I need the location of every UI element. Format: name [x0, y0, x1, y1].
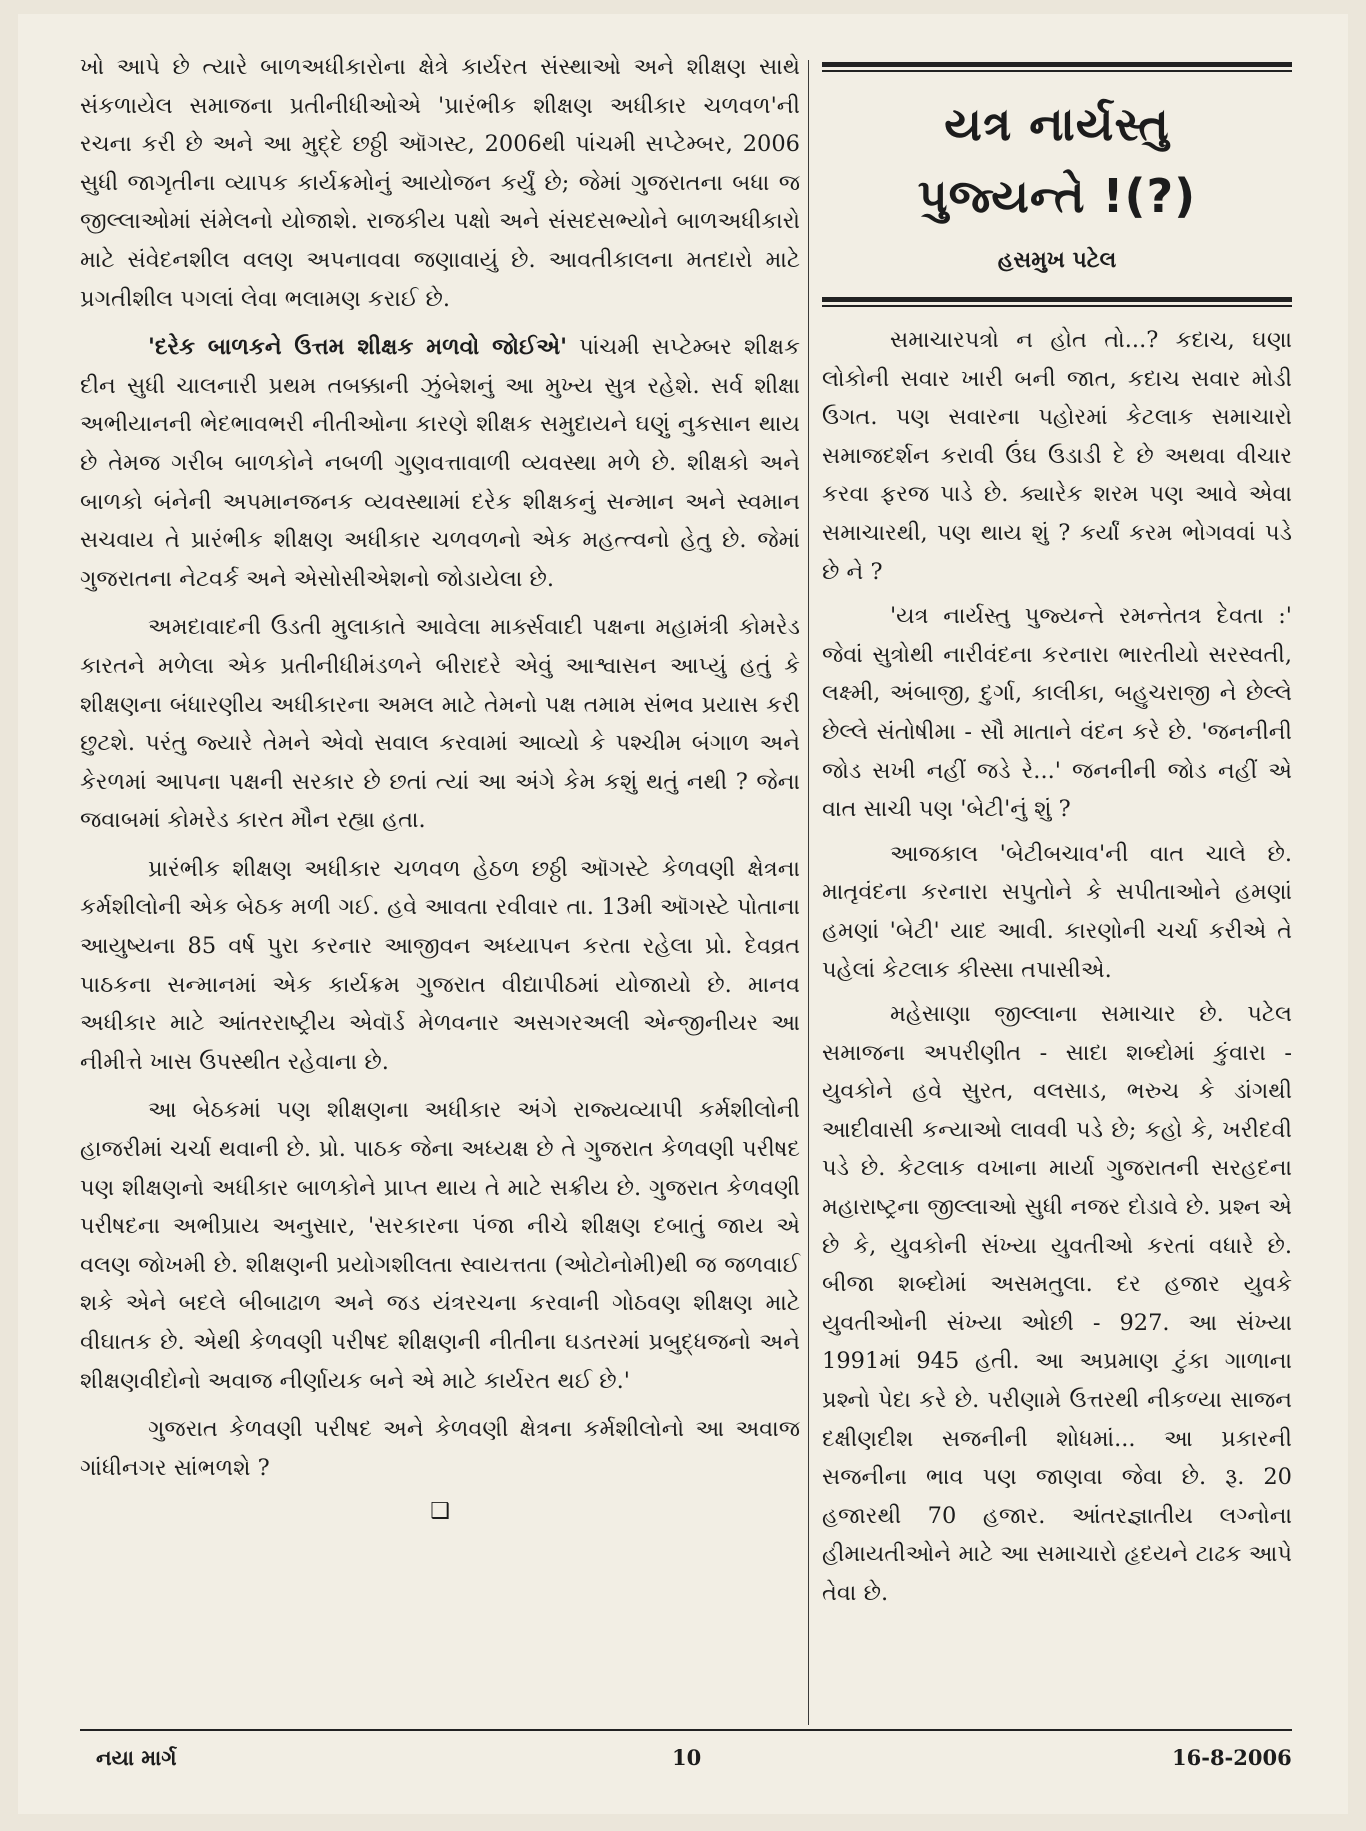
- left-paragraph-4: પ્રારંભીક શીક્ષણ અધીકાર ચળવળ હેઠળ છઠ્ઠી ઑગસ્ટે કેળવણી ક્ષેત્રના કર્મશીલોની એક બેઠક મળી ગઈ. હવે આવતા રવીવાર તા. 13મી ઑગસ્ટે પોતાના આયુષ્યના 85 વર્ષ પુરા કરનાર આજીવન અધ્યાપન કરતા રહેલા પ્રો. દેવવ્રત પાઠકના સન્માનમાં એક કાર્યક્રમ ગુજરાત વીદ્યાપીઠમાં યોજાયો છે. માનવ અધીકાર માટે આંતરરાષ્ટ્રીય એવૉર્ડ મેળવનાર અસગરઅલી એન્જીનીયર આ નીમીત્તે ખાસ ઉપસ્થીત રહેવાના છે.: [80, 855, 800, 1075]
- left-column: [80, 48, 800, 1532]
- right-paragraph-1: સમાચારપત્રો ન હોત તો...? કદાચ, ઘણા લોકોની સવાર ખારી બની જાત, કદાચ સવાર મોડી ઉગત. પણ સવારના પહોરમાં કેટલાક સમાચારો સમાજદર્શન કરાવી ઉંઘ ઉડાડી દે છે અથવા વીચાર કરવા ફરજ પાડે છે. ક્યારેક શરમ પણ આવે એવા સમાચારથી, પણ થાય શું ? કર્યાં કરમ ભોગવવાં પડે છે ને ?: [822, 327, 1292, 585]
- article-headline: [822, 88, 1292, 232]
- right-article-body: [822, 321, 1292, 1613]
- slogan-text: 'દરેક બાળકને ઉત્તમ શીક્ષક મળવો જોઈએ': [148, 334, 568, 361]
- left-paragraph-3: અમદાવાદની ઉડતી મુલાકાતે આવેલા માર્ક્સવાદી પક્ષના મહામંત્રી કોમરેડ કારતને મળેલા એક પ્રતીનીધીમંડળને બીરાદરે એવું આશ્વાસન આપ્યું હતું કે શીક્ષણના બંધારણીય અધીકારના અમલ માટે તેમનો પક્ષ તમામ સંભવ પ્રયાસ કરી છુટશે. પરંતુ જ્યારે તેમને એવો સવાલ કરવામાં આવ્યો કે પશ્ચીમ બંગાળ અને કેરળમાં આપના પક્ષની સરકાર છે છતાં ત્યાં આ અંગે કેમ કશું થતું નથી ? જેના જવાબમાં કોમરેડ કારત મૌન રહ્યા હતા.: [80, 614, 800, 834]
- headline-bottom-rule-thin: [822, 305, 1292, 307]
- left-paragraph-2-body: પાંચમી સપ્ટેમ્બર શીક્ષક દીન સુધી ચાલનારી પ્રથમ તબક્કાની ઝુંબેશનું આ મુખ્ય સુત્ર રહેશે. સર્વ શીક્ષા અભીયાનની ભેદભાવભરી નીતીઓના કારણે શીક્ષક સમુદાયને ઘણું નુકસાન થાય છે તેમજ ગરીબ બાળકોને નબળી ગુણવત્તાવાળી વ્યવસ્થા મળે છે. શીક્ષકો અને બાળકો બંનેની અપમાનજનક વ્યવસ્થામાં દરેક શીક્ષકનું સન્માન અને સ્વમાન સચવાય તે પ્રારંભીક શીક્ષણ અધીકાર ચળવળનો એક મહત્ત્વનો હેતુ છે. જેમાં ગુજરાતના નેટવર્ક અને એસોસીએશનો જોડાયેલા છે.: [80, 334, 800, 592]
- right-paragraph-2: 'યત્ર નાર્યસ્તુ પુજ્યન્તે રમન્તેતત્ર દેવતા :' જેવાં સુત્રોથી નારીવંદના કરનારા ભારતીયો સરસ્વતી, લક્ષ્મી, અંબાજી, દુર્ગા, કાલીકા, બહુચરાજી ને છેલ્લે છેલ્લે સંતોષીમા - સૌ માતાને વંદન કરે છે. 'જનનીની જોડ સખી નહીં જડે રે...' જનનીની જોડ નહીં એ વાત સાચી પણ 'બેટી'નું શું ?: [822, 603, 1292, 823]
- footer-rule: [80, 1729, 1292, 1731]
- end-of-article-icon: ❑: [430, 1499, 450, 1525]
- publication-name: નયા માર્ગ: [96, 1745, 177, 1770]
- headline-top-rule-thin: [822, 70, 1292, 72]
- right-column: [822, 62, 1292, 1619]
- left-paragraph-2: [80, 328, 800, 598]
- headline-bottom-rule: [822, 297, 1292, 302]
- right-paragraph-3: આજકાલ 'બેટીબચાવ'ની વાત ચાલે છે. માતૃવંદના કરનારા સપુતોને કે સપીતાઓને હમણાં હમણાં 'બેટી' યાદ આવી. કારણોની ચર્ચા કરીએ તે પહેલાં કેટલાક કીસ્સા તપાસીએ.: [822, 840, 1292, 983]
- headline-line-2: પુજ્યન્તે !(?): [917, 169, 1197, 223]
- column-divider: [808, 60, 809, 1725]
- page-number: 10: [672, 1745, 702, 1770]
- left-paragraph-6: ગુજરાત કેળવણી પરીષદ અને કેળવણી ક્ષેત્રના કર્મશીલોનો આ અવાજ ગાંધીનગર સાંભળશે ?: [80, 1416, 800, 1481]
- headline-top-rule: [822, 62, 1292, 67]
- issue-date: 16-8-2006: [1172, 1745, 1292, 1770]
- left-paragraph-1: ખો આપે છે ત્યારે બાળઅધીકારોના ક્ષેત્રે કાર્યરત સંસ્થાઓ અને શીક્ષણ સાથે સંકળાયેલ સમાજના પ્રતીનીધીઓએ 'પ્રારંભીક શીક્ષણ અધીકાર ચળવળ'ની રચના કરી છે અને આ મુદ્દે છઠ્ઠી ઑગસ્ટ, 2006થી પાંચમી સપ્ટેમ્બર, 2006 સુધી જાગૃતીના વ્યાપક કાર્યક્રમોનું આયોજન કર્યું છે; જેમાં ગુજરાતના બધા જ જીલ્લાઓમાં સંમેલનો યોજાશે. રાજકીય પક્ષો અને સંસદસભ્યોને બાળઅધીકારો માટે સંવેદનશીલ વલણ અપનાવવા જણાવાયું છે. આવતીકાલના મતદારો માટે પ્રગતીશીલ પગલાં લેવા ભલામણ કરાઈ છે.: [80, 54, 800, 312]
- article-byline: હસમુખ પટેલ: [997, 248, 1117, 273]
- headline-line-1: યત્ર નાર્યસ્તુ: [944, 97, 1170, 151]
- left-paragraph-5: આ બેઠકમાં પણ શીક્ષણના અધીકાર અંગે રાજ્યવ્યાપી કર્મશીલોની હાજરીમાં ચર્ચા થવાની છે. પ્રો. પાઠક જેના અધ્યક્ષ છે તે ગુજરાત કેળવણી પરીષદ પણ શીક્ષણનો અધીકાર બાળકોને પ્રાપ્ત થાય તે માટે સક્રીય છે. ગુજરાત કેળવણી પરીષદના અભીપ્રાય અનુસાર, 'સરકારના પંજા નીચે શીક્ષણ દબાતું જાય એ વલણ જોખમી છે. શીક્ષણની પ્રયોગશીલતા સ્વાયત્તતા (ઓટોનોમી)થી જ જળવાઈ શકે એને બદલે બીબાઢાળ અને જડ યંત્રરચના કરવાની ગોઠવણ શીક્ષણ માટે વીઘાતક છે. એથી કેળવણી પરીષદ શીક્ષણની નીતીના ઘડતરમાં પ્રબુદ્ધજનો અને શીક્ષણવીદોનો અવાજ નીર્ણાયક બને એ માટે કાર્યરત થઈ છે.': [80, 1097, 800, 1394]
- right-paragraph-4: મહેસાણા જીલ્લાના સમાચાર છે. પટેલ સમાજના અપરીણીત - સાદા શબ્દોમાં કુંવારા - યુવકોને હવે સુરત, વલસાડ, ભરુચ કે ડાંગથી આદીવાસી કન્યાઓ લાવવી પડે છે; કહો કે, ખરીદવી પડે છે. કેટલાક વખાના માર્યા ગુજરાતની સરહદના મહારાષ્ટ્રના જીલ્લાઓ સુધી નજર દોડાવે છે. પ્રશ્ન એ છે કે, યુવકોની સંખ્યા યુવતીઓ કરતાં વધારે છે. બીજા શબ્દોમાં અસમતુલા. દર હજાર યુવકે યુવતીઓની સંખ્યા ઓછી - 927. આ સંખ્યા 1991માં 945 હતી. આ અપ્રમાણ ટુંકા ગાળાના પ્રશ્નો પેદા કરે છે. પરીણામે ઉત્તરથી નીકળ્યા સાજન દક્ષીણદીશ સજનીની શોધમાં... આ પ્રકારની સજનીના ભાવ પણ જાણવા જેવા છે. રૂ. 20 હજારથી 70 હજાર. આંતરજ્ઞાતીય લગ્નોના હીમાયતીઓને માટે આ સમાચારો હૃદયને ટાઢક આપે તેવા છે.: [822, 1001, 1292, 1606]
